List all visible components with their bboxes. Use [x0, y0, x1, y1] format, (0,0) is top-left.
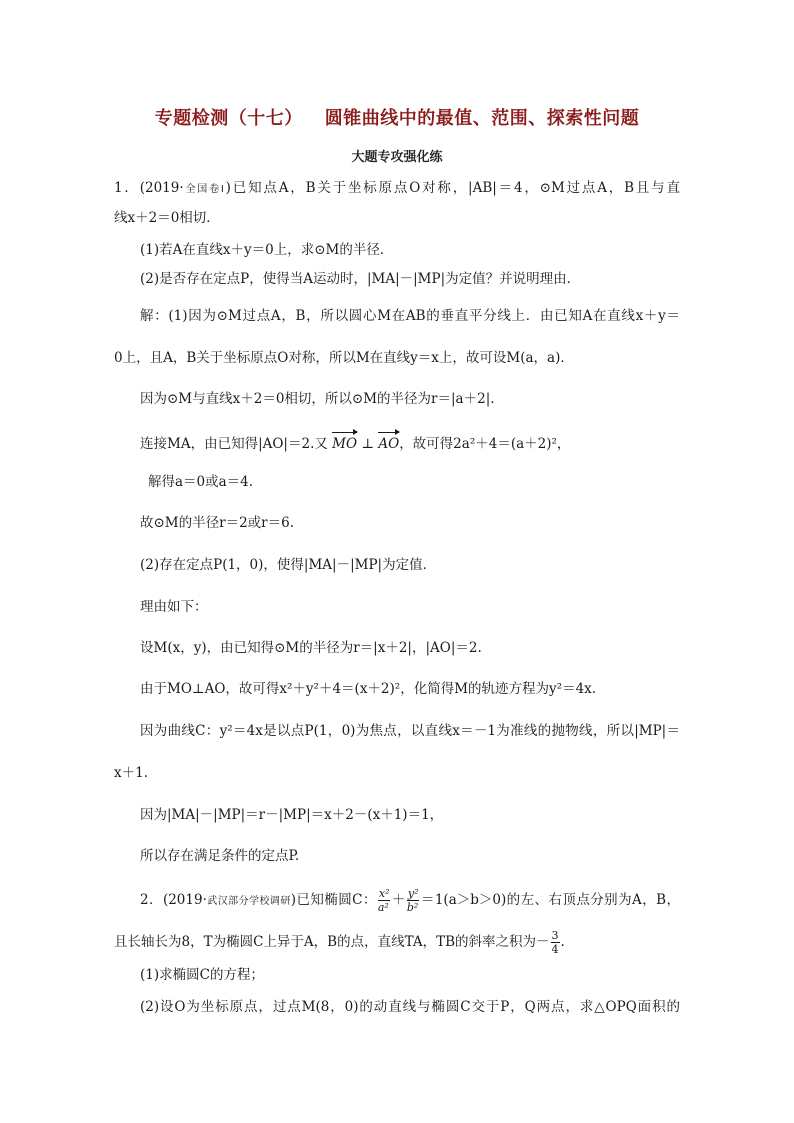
solution-1-line-2: 0上，且A，B关于坐标原点O对称，所以M在直线y＝x上，故可设M(a，a)．: [114, 350, 574, 366]
solution-1-line-12: x＋1.: [114, 765, 148, 781]
problem-1-question-1: (1)若A在直线x＋y＝0上，求⊙M的半径．: [140, 242, 394, 258]
problem-2-line-1: 2．(2019·武汉部分学校调研)已知椭圆C： $\frac{\text{x²}}{\text{a²}}$ ＋ $\frac{\text{y²}}{\text{b²}}$ ＝1(a＞b＞0)的左、右顶点分别为A，B，: [140, 887, 681, 914]
solution-1-line-11: 因为曲线C：y²＝4x是以点P(1，0)为焦点，以直线x＝－1为准线的抛物线，所以|MP|＝: [140, 723, 680, 739]
problem-2-line-2: 且长轴长为8，T为椭圆C上异于A，B的点，直线TA，TB的斜率之积为－ $\frac{3}{4}$ .: [114, 929, 565, 956]
solution-1-line-4: 连接MA，由已知得|AO|＝2.又 MO ⊥ AO，故可得2a²＋4＝(a＋2)²，: [140, 430, 570, 454]
problem-1-question-2: (2)是否存在定点P，使得当A运动时，|MA|－|MP|为定值？并说明理由．: [140, 271, 581, 287]
fraction-x2-a2: $\frac{\text{x²}}{\text{a²}}$: [377, 887, 390, 914]
solution-1-line-13: 因为|MA|－|MP|＝r－|MP|＝x＋2－(x＋1)＝1，: [140, 807, 444, 823]
solution-1-line-7: (2)存在定点P(1，0)，使得|MA|－|MP|为定值．: [140, 557, 437, 573]
problem-1-line-2: 线x＋2＝0相切．: [114, 210, 220, 226]
solution-1-line-5: 解得a＝0或a＝4.: [148, 474, 254, 490]
solution-1-line-9: 设M(x，y)，由已知得⊙M的半径为r＝|x＋2|，|AO|＝2.: [140, 640, 482, 656]
problem-2-source: 武汉部分学校调研: [206, 896, 291, 907]
solution-1-line-14: 所以存在满足条件的定点P.: [140, 848, 300, 864]
fraction-3-4: $\frac{3}{4}$: [551, 929, 559, 956]
solution-1-line-6: 故⊙M的半径r＝2或r＝6.: [140, 515, 295, 531]
solution-1-line-10: 由于MO⊥AO，故可得x²＋y²＋4＝(x＋2)²，化简得M的轨迹方程为y²＝4x.: [140, 681, 597, 697]
solution-1-line-3: 因为⊙M与直线x＋2＝0相切，所以⊙M的半径为r＝|a＋2|.: [140, 391, 495, 407]
problem-1-source: 全国卷Ⅰ: [183, 184, 226, 195]
title-series: 专题检测（十七）: [154, 108, 303, 129]
solution-1-line-8: 理由如下：: [140, 599, 208, 615]
problem-2-question-2: (2)设O为坐标原点，过点M(8，0)的动直线与椭圆C交于P，Q两点，求△OPQ面积的: [140, 999, 680, 1015]
solution-1-line-1: 解：(1)因为⊙M过点A，B，所以圆心M在AB的垂直平分线上．由已知A在直线x＋y＝: [140, 308, 680, 324]
problem-2-question-1: (1)求椭圆C的方程；: [140, 967, 264, 983]
section-subtitle: 大题专攻强化练: [351, 150, 443, 165]
fraction-y2-b2: $\frac{\text{y²}}{\text{b²}}$: [406, 887, 419, 914]
title-topic: 圆锥曲线中的最值、范围、探索性问题: [324, 108, 640, 129]
vector-mo: MO: [332, 430, 357, 454]
page-title: [0, 104, 794, 130]
vector-ao: AO: [378, 430, 399, 454]
problem-1-line-1: 1．(2019·全国卷Ⅰ)已知点A，B关于坐标原点O对称，|AB|＝4，⊙M过点A，B且与直: [114, 180, 680, 196]
